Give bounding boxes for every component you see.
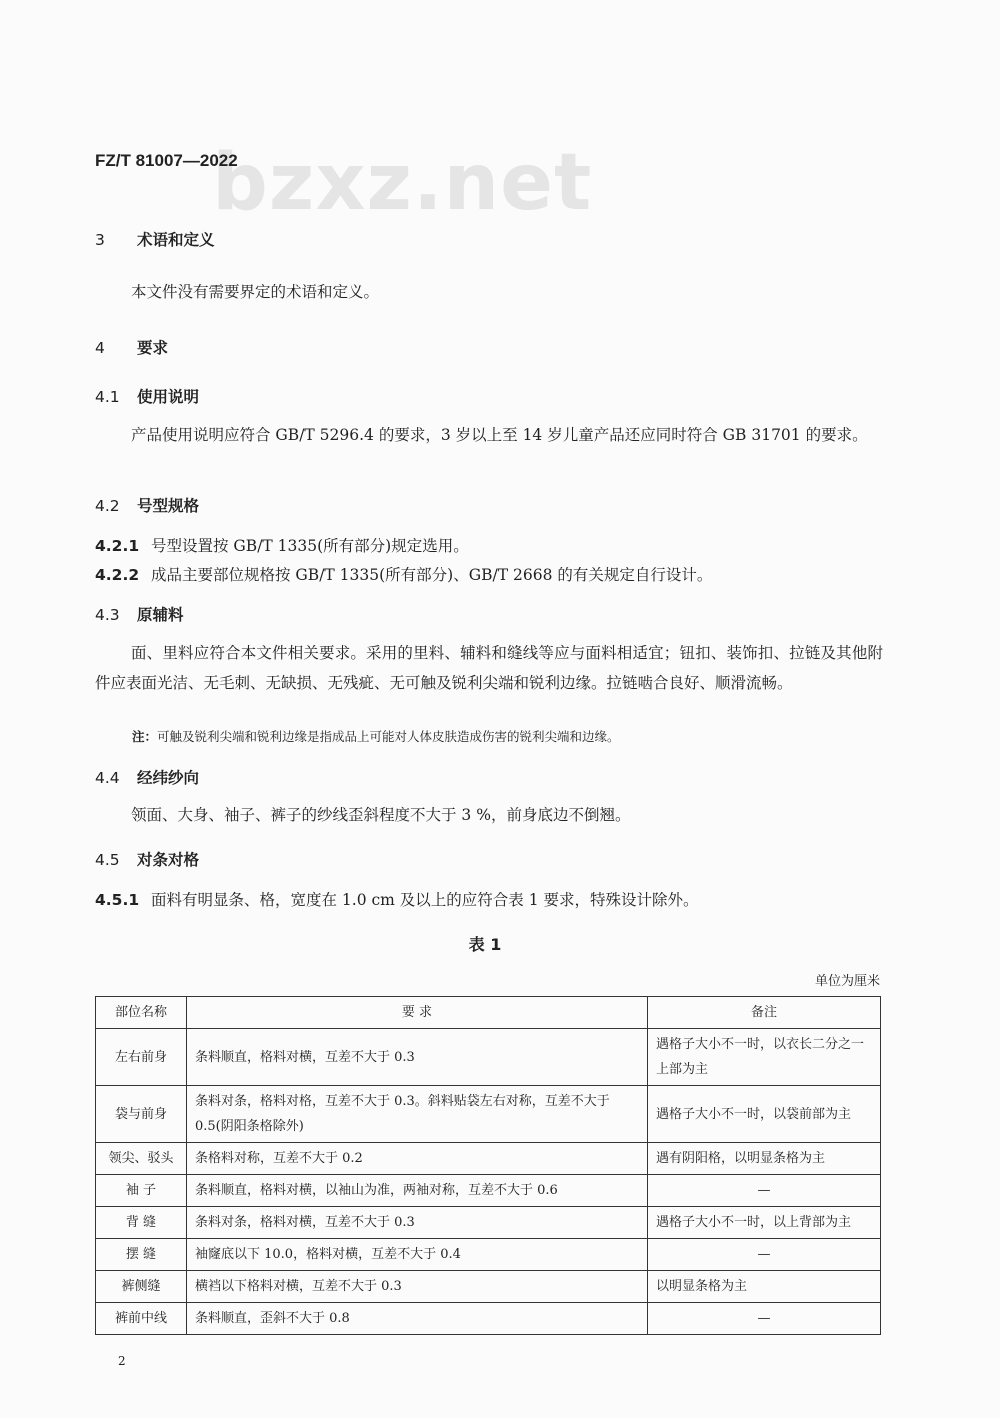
section-title: 对条对格 — [137, 851, 200, 869]
cell-requirement: 条料对条，格料对横，互差不大于 0.3 — [187, 1207, 648, 1239]
section-number: 3 — [95, 231, 105, 249]
table-row — [96, 1029, 881, 1086]
header-remark: 备注 — [648, 997, 881, 1029]
section-number: 4.5 — [95, 851, 120, 869]
section-text: 面料有明显条、格，宽度在 1.0 cm 及以上的应符合表 1 要求，特殊设计除外。 — [151, 891, 699, 909]
section-4-4-text: 领面、大身、袖子、裤子的纱线歪斜程度不大于 3 %，前身底边不倒翘。 — [131, 806, 631, 824]
section-text: 号型设置按 GB/T 1335(所有部分)规定选用。 — [151, 537, 469, 555]
cell-part: 裤前中线 — [96, 1303, 187, 1335]
section-number: 4.4 — [95, 769, 120, 787]
table-row — [96, 1239, 881, 1271]
note-label: 注： — [132, 729, 158, 744]
cell-requirement: 条料顺直，歪斜不大于 0.8 — [187, 1303, 648, 1335]
table-row — [96, 1175, 881, 1207]
cell-requirement: 条料顺直，格料对横，以袖山为准，两袖对称，互差不大于 0.6 — [187, 1175, 648, 1207]
cell-requirement: 条料顺直，格料对横，互差不大于 0.3 — [187, 1029, 648, 1086]
table-row — [96, 1303, 881, 1335]
cell-remark: 遇格子大小不一时，以上背部为主 — [648, 1207, 881, 1239]
cell-requirement: 横裆以下格料对横，互差不大于 0.3 — [187, 1271, 648, 1303]
cell-remark: — — [648, 1239, 881, 1271]
page-number: 2 — [118, 1354, 126, 1368]
section-4-3-text: 面、里料应符合本文件相关要求。采用的里料、辅料和缝线等应与面料相适宜；钮扣、装饰扣、拉链及其他附件应表面光洁、无毛刺、无缺损、无残疵、无可触及锐利尖端和锐利边缘。拉链啮合良好、顺滑流畅。 — [95, 644, 883, 692]
section-number: 4.1 — [95, 388, 120, 406]
table-row — [96, 1271, 881, 1303]
section-title: 要求 — [137, 339, 169, 357]
table-row — [96, 1143, 881, 1175]
section-title: 术语和定义 — [137, 231, 215, 249]
watermark: bzxz.net — [212, 138, 593, 228]
section-4-2-2 — [95, 563, 712, 585]
section-number: 4 — [95, 339, 105, 357]
section-4-5-heading — [95, 848, 199, 870]
section-4-2-1 — [95, 534, 469, 556]
section-number: 4.3 — [95, 606, 120, 624]
section-3-text: 本文件没有需要界定的术语和定义。 — [131, 283, 380, 301]
section-title: 使用说明 — [137, 388, 200, 406]
note — [132, 727, 620, 745]
cell-remark: — — [648, 1175, 881, 1207]
cell-remark: — — [648, 1303, 881, 1335]
cell-part: 袖 子 — [96, 1175, 187, 1207]
table-title: 表 1 — [468, 935, 502, 954]
cell-remark: 以明显条格为主 — [648, 1271, 881, 1303]
table-row — [96, 1086, 881, 1143]
section-4-1-text: 产品使用说明应符合 GB/T 5296.4 的要求，3 岁以上至 14 岁儿童产品还应同时符合 GB 31701 的要求。 — [131, 426, 868, 444]
section-title: 号型规格 — [137, 497, 200, 515]
section-3-heading — [95, 228, 215, 250]
table-header-row — [96, 997, 881, 1029]
section-number: 4.2.2 — [95, 566, 140, 584]
table-unit: 单位为厘米 — [814, 974, 880, 989]
cell-part: 袋与前身 — [96, 1086, 187, 1143]
section-4-2-heading — [95, 494, 199, 516]
section-number: 4.5.1 — [95, 891, 140, 909]
requirements-table — [95, 996, 881, 1335]
section-4-3-heading — [95, 603, 184, 625]
section-number: 4.2.1 — [95, 537, 140, 555]
cell-requirement: 袖窿底以下 10.0，格料对横，互差不大于 0.4 — [187, 1239, 648, 1271]
cell-part: 左右前身 — [96, 1029, 187, 1086]
note-text: 可触及锐利尖端和锐利边缘是指成品上可能对人体皮肤造成伤害的锐利尖端和边缘。 — [157, 729, 620, 744]
cell-requirement: 条料对条，格料对格，互差不大于 0.3。斜料贴袋左右对称，互差不大于 0.5(阴阳条格除外) — [187, 1086, 648, 1143]
cell-part: 背 缝 — [96, 1207, 187, 1239]
cell-remark: 遇格子大小不一时，以袋前部为主 — [648, 1086, 881, 1143]
section-title: 原辅料 — [137, 606, 184, 624]
standard-code: FZ/T 81007—2022 — [95, 151, 238, 170]
section-4-5-1 — [95, 888, 699, 910]
section-number: 4.2 — [95, 497, 120, 515]
table-row — [96, 1207, 881, 1239]
cell-remark: 遇格子大小不一时，以衣长二分之一上部为主 — [648, 1029, 881, 1086]
cell-part: 领尖、驳头 — [96, 1143, 187, 1175]
section-4-1-heading — [95, 385, 199, 407]
section-4-heading — [95, 336, 168, 358]
header-part: 部位名称 — [96, 997, 187, 1029]
cell-part: 裤侧缝 — [96, 1271, 187, 1303]
cell-requirement: 条格料对称，互差不大于 0.2 — [187, 1143, 648, 1175]
section-title: 经纬纱向 — [137, 769, 200, 787]
cell-remark: 遇有阴阳格，以明显条格为主 — [648, 1143, 881, 1175]
header-requirement: 要 求 — [187, 997, 648, 1029]
cell-part: 摆 缝 — [96, 1239, 187, 1271]
section-4-4-heading — [95, 766, 199, 788]
section-text: 成品主要部位规格按 GB/T 1335(所有部分)、GB/T 2668 的有关规定自行设计。 — [151, 566, 713, 584]
